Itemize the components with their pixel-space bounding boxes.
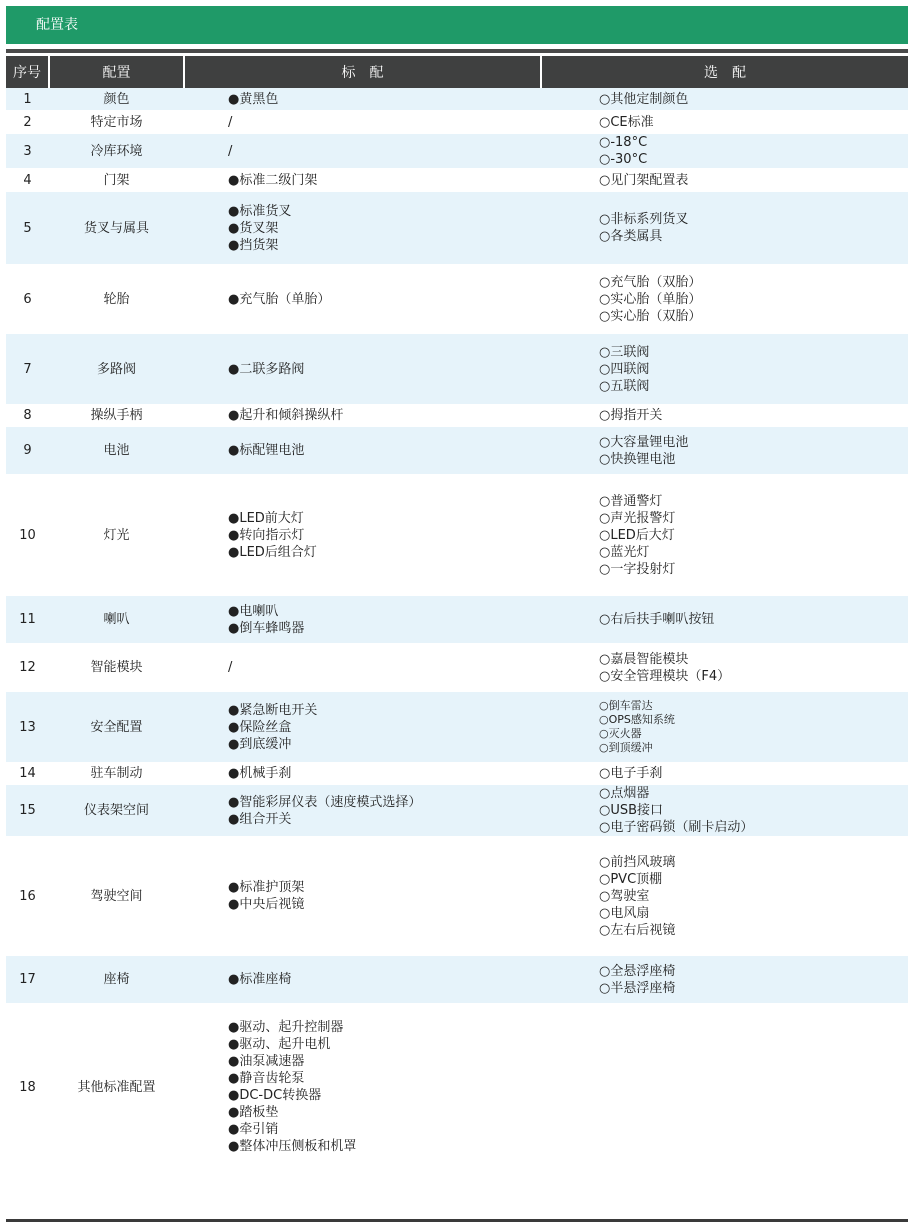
optional-item: ○OPS感知系统 xyxy=(599,713,675,726)
config-name: 货叉与属具 xyxy=(49,192,184,264)
config-name: 座椅 xyxy=(49,956,184,1003)
optional-item: ○三联阀 xyxy=(599,344,650,360)
standard-cell xyxy=(184,643,541,692)
table-row xyxy=(6,643,908,692)
header-optional: 选 配 xyxy=(541,56,908,88)
optional-cell xyxy=(541,88,908,110)
standard-item: / xyxy=(228,143,233,159)
config-name: 喇叭 xyxy=(49,596,184,643)
standard-cell xyxy=(184,596,541,643)
optional-item: ○见门架配置表 xyxy=(599,172,689,188)
standard-cell xyxy=(184,836,541,956)
row-number: 8 xyxy=(23,408,32,423)
optional-cell xyxy=(541,404,908,427)
optional-item: ○快换锂电池 xyxy=(599,451,676,467)
table-row xyxy=(6,956,908,1003)
optional-item: ○右后扶手喇叭按钮 xyxy=(599,612,715,627)
standard-item: ●标准座椅 xyxy=(228,972,292,987)
optional-item: ○声光报警灯 xyxy=(599,510,676,526)
row-number: 2 xyxy=(23,114,32,130)
standard-item: ●倒车蜂鸣器 xyxy=(228,620,305,636)
config-name: 冷库环境 xyxy=(49,134,184,168)
standard-item: / xyxy=(228,660,233,675)
table-row xyxy=(6,692,908,762)
standard-item: ●标准二级门架 xyxy=(228,172,318,188)
standard-cell xyxy=(184,134,541,168)
row-number: 17 xyxy=(6,956,49,1003)
standard-cell xyxy=(184,168,541,192)
standard-cell xyxy=(184,785,541,836)
optional-item: ○电风扇 xyxy=(599,905,650,921)
optional-cell xyxy=(541,192,908,264)
optional-item: ○安全管理模块（F4） xyxy=(599,668,731,684)
optional-cell xyxy=(541,692,908,762)
optional-item: ○充气胎（双胎） xyxy=(599,274,702,290)
standard-item: ●紧急断电开关 xyxy=(228,702,318,718)
row-number: 16 xyxy=(19,888,36,904)
standard-item: ●挡货架 xyxy=(228,237,279,253)
optional-cell xyxy=(541,110,908,134)
optional-cell xyxy=(541,168,908,192)
optional-cell xyxy=(541,785,908,836)
standard-item: ●整体冲压侧板和机罩 xyxy=(228,1139,357,1154)
optional-item: ○蓝光灯 xyxy=(599,544,650,560)
table-row xyxy=(6,427,908,474)
config-name: 灯光 xyxy=(103,527,130,543)
page-title: 配置表 xyxy=(6,6,908,44)
optional-item: ○驾驶室 xyxy=(599,888,650,904)
table-row xyxy=(6,1003,908,1171)
standard-item: ●电喇叭 xyxy=(228,603,279,619)
standard-cell xyxy=(184,334,541,404)
standard-cell xyxy=(184,110,541,134)
optional-item: ○各类属具 xyxy=(599,229,663,244)
standard-item: ●货叉架 xyxy=(228,220,279,236)
config-name: 驾驶空间 xyxy=(90,888,143,904)
optional-cell xyxy=(541,643,908,692)
config-name: 智能模块 xyxy=(90,660,143,675)
table-row xyxy=(6,762,908,785)
config-table xyxy=(6,56,908,1171)
optional-item: ○其他定制颜色 xyxy=(599,91,689,107)
standard-cell xyxy=(184,1003,541,1171)
top-rule xyxy=(6,49,908,53)
row-number: 9 xyxy=(6,427,49,474)
optional-item: ○四联阀 xyxy=(599,361,650,377)
row-number: 10 xyxy=(19,527,36,543)
row-number: 12 xyxy=(19,660,36,675)
standard-item: ●智能彩屏仪表（速度模式选择） xyxy=(228,794,422,810)
optional-item: ○PVC顶棚 xyxy=(599,871,663,887)
optional-item: ○实心胎（双胎） xyxy=(599,308,702,324)
optional-cell xyxy=(541,596,908,643)
row-number: 5 xyxy=(6,192,49,264)
config-name: 操纵手柄 xyxy=(90,408,143,423)
optional-cell xyxy=(541,836,908,956)
config-name: 仪表架空间 xyxy=(49,785,184,836)
standard-item: ●标准货叉 xyxy=(228,203,292,219)
config-table-body xyxy=(6,88,908,1171)
table-row xyxy=(6,334,908,404)
optional-cell xyxy=(541,264,908,334)
standard-item: ●到底缓冲 xyxy=(228,736,292,752)
table-row xyxy=(6,474,908,596)
optional-item: ○LED后大灯 xyxy=(599,527,675,543)
optional-cell xyxy=(541,762,908,785)
standard-item: ●标配锂电池 xyxy=(228,443,305,458)
standard-item: ●LED后组合灯 xyxy=(228,544,317,560)
table-row xyxy=(6,88,908,110)
config-name: 其他标准配置 xyxy=(77,1079,156,1095)
table-row xyxy=(6,134,908,168)
optional-cell xyxy=(541,956,908,1003)
optional-item: ○前挡风玻璃 xyxy=(599,854,676,870)
row-number: 6 xyxy=(23,291,32,307)
config-name: 多路阀 xyxy=(49,334,184,404)
standard-cell xyxy=(184,264,541,334)
optional-item: ○五联阀 xyxy=(599,378,650,394)
optional-item: ○非标系列货叉 xyxy=(599,212,689,227)
row-number: 7 xyxy=(6,334,49,404)
optional-item: ○普通警灯 xyxy=(599,493,663,509)
bottom-rule xyxy=(6,1219,908,1222)
standard-item: ●中央后视镜 xyxy=(228,897,305,912)
config-name: 驻车制动 xyxy=(90,766,143,781)
standard-item: ●牵引销 xyxy=(228,1122,279,1137)
optional-cell xyxy=(541,334,908,404)
standard-item: ●二联多路阀 xyxy=(228,361,305,377)
optional-item: ○拇指开关 xyxy=(599,408,663,423)
optional-item: ○大容量锂电池 xyxy=(599,434,689,450)
optional-item: ○电子密码锁（刷卡启动） xyxy=(599,820,754,835)
standard-cell xyxy=(184,88,541,110)
optional-item: ○嘉晨智能模块 xyxy=(599,651,689,667)
header-config: 配置 xyxy=(49,56,184,88)
optional-cell xyxy=(541,474,908,596)
standard-item: ●DC-DC转换器 xyxy=(228,1088,322,1103)
config-name: 电池 xyxy=(49,427,184,474)
standard-item: ●转向指示灯 xyxy=(228,527,305,543)
table-row xyxy=(6,836,908,956)
header-no: 序号 xyxy=(6,56,49,88)
table-row xyxy=(6,110,908,134)
standard-item: ●标准护顶架 xyxy=(228,880,305,895)
optional-cell xyxy=(541,134,908,168)
optional-item: ○点烟器 xyxy=(599,786,650,801)
row-number: 13 xyxy=(6,692,49,762)
optional-cell xyxy=(541,427,908,474)
row-number: 11 xyxy=(6,596,49,643)
config-name: 门架 xyxy=(103,172,130,188)
row-number: 1 xyxy=(6,88,49,110)
standard-item: ●充气胎（单胎） xyxy=(228,291,331,307)
optional-item: ○倒车雷达 xyxy=(599,699,653,712)
standard-item: ●黄黑色 xyxy=(228,91,279,107)
row-number: 4 xyxy=(23,172,32,188)
config-name: 轮胎 xyxy=(103,291,130,307)
standard-item: ●驱动、起升电机 xyxy=(228,1037,331,1052)
optional-item: ○CE标准 xyxy=(599,114,654,130)
header-row xyxy=(6,56,908,88)
table-row xyxy=(6,168,908,192)
standard-item: ●油泵减速器 xyxy=(228,1054,305,1069)
table-row xyxy=(6,264,908,334)
standard-item: ●驱动、起升控制器 xyxy=(228,1020,344,1035)
standard-item: ●静音齿轮泵 xyxy=(228,1071,305,1086)
standard-cell xyxy=(184,404,541,427)
optional-item: ○-18°C xyxy=(599,135,648,150)
standard-item: ●保险丝盒 xyxy=(228,719,292,735)
standard-cell xyxy=(184,427,541,474)
optional-item: ○USB接口 xyxy=(599,803,664,818)
optional-item: ○左右后视镜 xyxy=(599,922,676,938)
optional-item: ○实心胎（单胎） xyxy=(599,291,702,307)
row-number: 15 xyxy=(6,785,49,836)
standard-cell xyxy=(184,956,541,1003)
table-row xyxy=(6,192,908,264)
optional-item: ○到顶缓冲 xyxy=(599,741,653,754)
standard-item: ●机械手刹 xyxy=(228,766,292,781)
row-number: 18 xyxy=(19,1079,36,1095)
standard-cell xyxy=(184,692,541,762)
row-number: 14 xyxy=(19,766,36,781)
standard-item: ●起升和倾斜操纵杆 xyxy=(228,408,344,423)
standard-item: / xyxy=(228,114,233,130)
optional-item: ○-30°C xyxy=(599,152,648,167)
table-row xyxy=(6,596,908,643)
table-row xyxy=(6,404,908,427)
optional-item: ○灭火器 xyxy=(599,727,642,740)
standard-item: ●组合开关 xyxy=(228,811,292,827)
standard-cell xyxy=(184,762,541,785)
standard-cell xyxy=(184,192,541,264)
optional-item: ○全悬浮座椅 xyxy=(599,963,676,979)
config-name: 特定市场 xyxy=(90,114,143,130)
config-name: 安全配置 xyxy=(49,692,184,762)
optional-item: ○半悬浮座椅 xyxy=(599,980,676,996)
standard-item: ●踏板垫 xyxy=(228,1105,279,1120)
optional-cell xyxy=(541,1003,908,1171)
config-name: 颜色 xyxy=(49,88,184,110)
header-standard: 标 配 xyxy=(184,56,541,88)
optional-item: ○一字投射灯 xyxy=(599,561,676,577)
standard-cell xyxy=(184,474,541,596)
optional-item: ○电子手刹 xyxy=(599,766,663,781)
standard-item: ●LED前大灯 xyxy=(228,510,304,526)
table-row xyxy=(6,785,908,836)
row-number: 3 xyxy=(6,134,49,168)
